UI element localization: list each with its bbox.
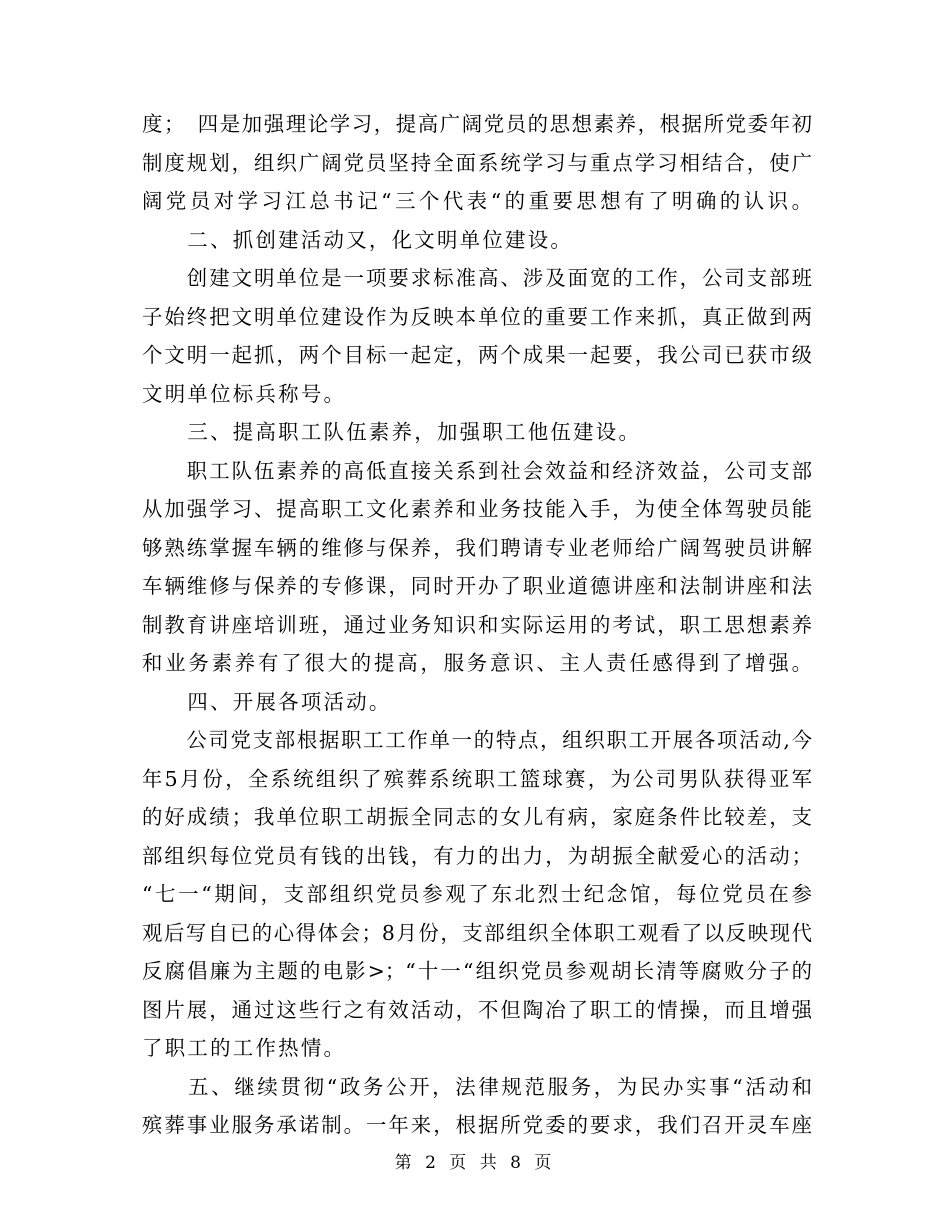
page-footer: 第 2 页 共 8 页	[394, 1153, 556, 1173]
text-line: 和业务素养有了很大的提高，服务意识、主人责任感得到了增强。	[142, 651, 812, 675]
text-line: 度； 四是加强理论学习，提高广阔党员的思想素养，根据所党委年初	[142, 112, 812, 136]
text-line: 职工队伍素养的高低直接关系到社会效益和经济效益，公司支部	[142, 458, 812, 483]
text-line: 年5月份，全系统组织了殡葬系统职工篮球赛，为公司男队获得亚军	[142, 766, 812, 791]
text-line: 制教育讲座培训班，通过业务知识和实际运用的考试，职工思想素养	[142, 612, 812, 637]
text-line: 的好成绩；我单位职工胡振全同志的女儿有病，家庭条件比较差，支	[142, 805, 812, 829]
text-line: 制度规划，组织广阔党员坚持全面系统学习与重点学习相结合，使广	[142, 150, 812, 175]
text-line: 反腐倡廉为主题的电影>；“十一“组织党员参观胡长清等腐败分子的	[142, 959, 812, 983]
text-line: 文明单位标兵称号。	[142, 381, 347, 406]
text-line: 殡葬事业服务承诺制。一年来，根据所党委的要求，我们召开灵车座	[142, 1113, 812, 1137]
text-line: 阔党员对学习江总书记“三个代表“的重要思想有了明确的认识。	[142, 189, 812, 213]
text-line: 图片展，通过这些行之有效活动，不但陶冶了职工的情操，而且增强	[142, 997, 812, 1022]
document-body	[142, 105, 812, 1145]
text-line: 子始终把文明单位建设作为反映本单位的重要工作来抓，真正做到两	[142, 304, 812, 329]
text-line: 从加强学习、提高职工文化素养和业务技能入手，为使全体驾驶员能	[142, 497, 812, 521]
text-line: 观后写自已的心得体会；8月份，支部组织全体职工观看了以反映现代	[142, 920, 812, 945]
text-line: 车辆维修与保养的专修课，同时开办了职业道德讲座和法制讲座和法	[142, 574, 812, 598]
text-line: 二、抓创建活动又，化文明单位建设。	[142, 227, 574, 252]
text-line: 创建文明单位是一项要求标准高、涉及面宽的工作，公司支部班	[142, 266, 812, 290]
text-line: 部组织每位党员有钱的出钱，有力的出力，为胡振全献爱心的活动；	[142, 843, 812, 868]
text-line: 了职工的工作热情。	[142, 1036, 347, 1060]
text-line: 四、开展各项活动。	[142, 689, 392, 714]
text-line: 够熟练掌握车辆的维修与保养，我们聘请专业老师给广阔驾驶员讲解	[142, 535, 812, 560]
text-line: 三、提高职工队伍素养，加强职工他伍建设。	[142, 420, 642, 444]
text-line: 公司党支部根据职工工作单一的特点，组织职工开展各项活动,今	[142, 728, 812, 752]
text-line: 个文明一起抓，两个目标一起定，两个成果一起要，我公司已获市级	[142, 343, 812, 367]
text-line: “七一“期间，支部组织党员参观了东北烈士纪念馆，每位党员在参	[142, 882, 812, 906]
text-line: 五、继续贯彻“政务公开，法律规范服务，为民办实事“活动和	[142, 1074, 812, 1099]
